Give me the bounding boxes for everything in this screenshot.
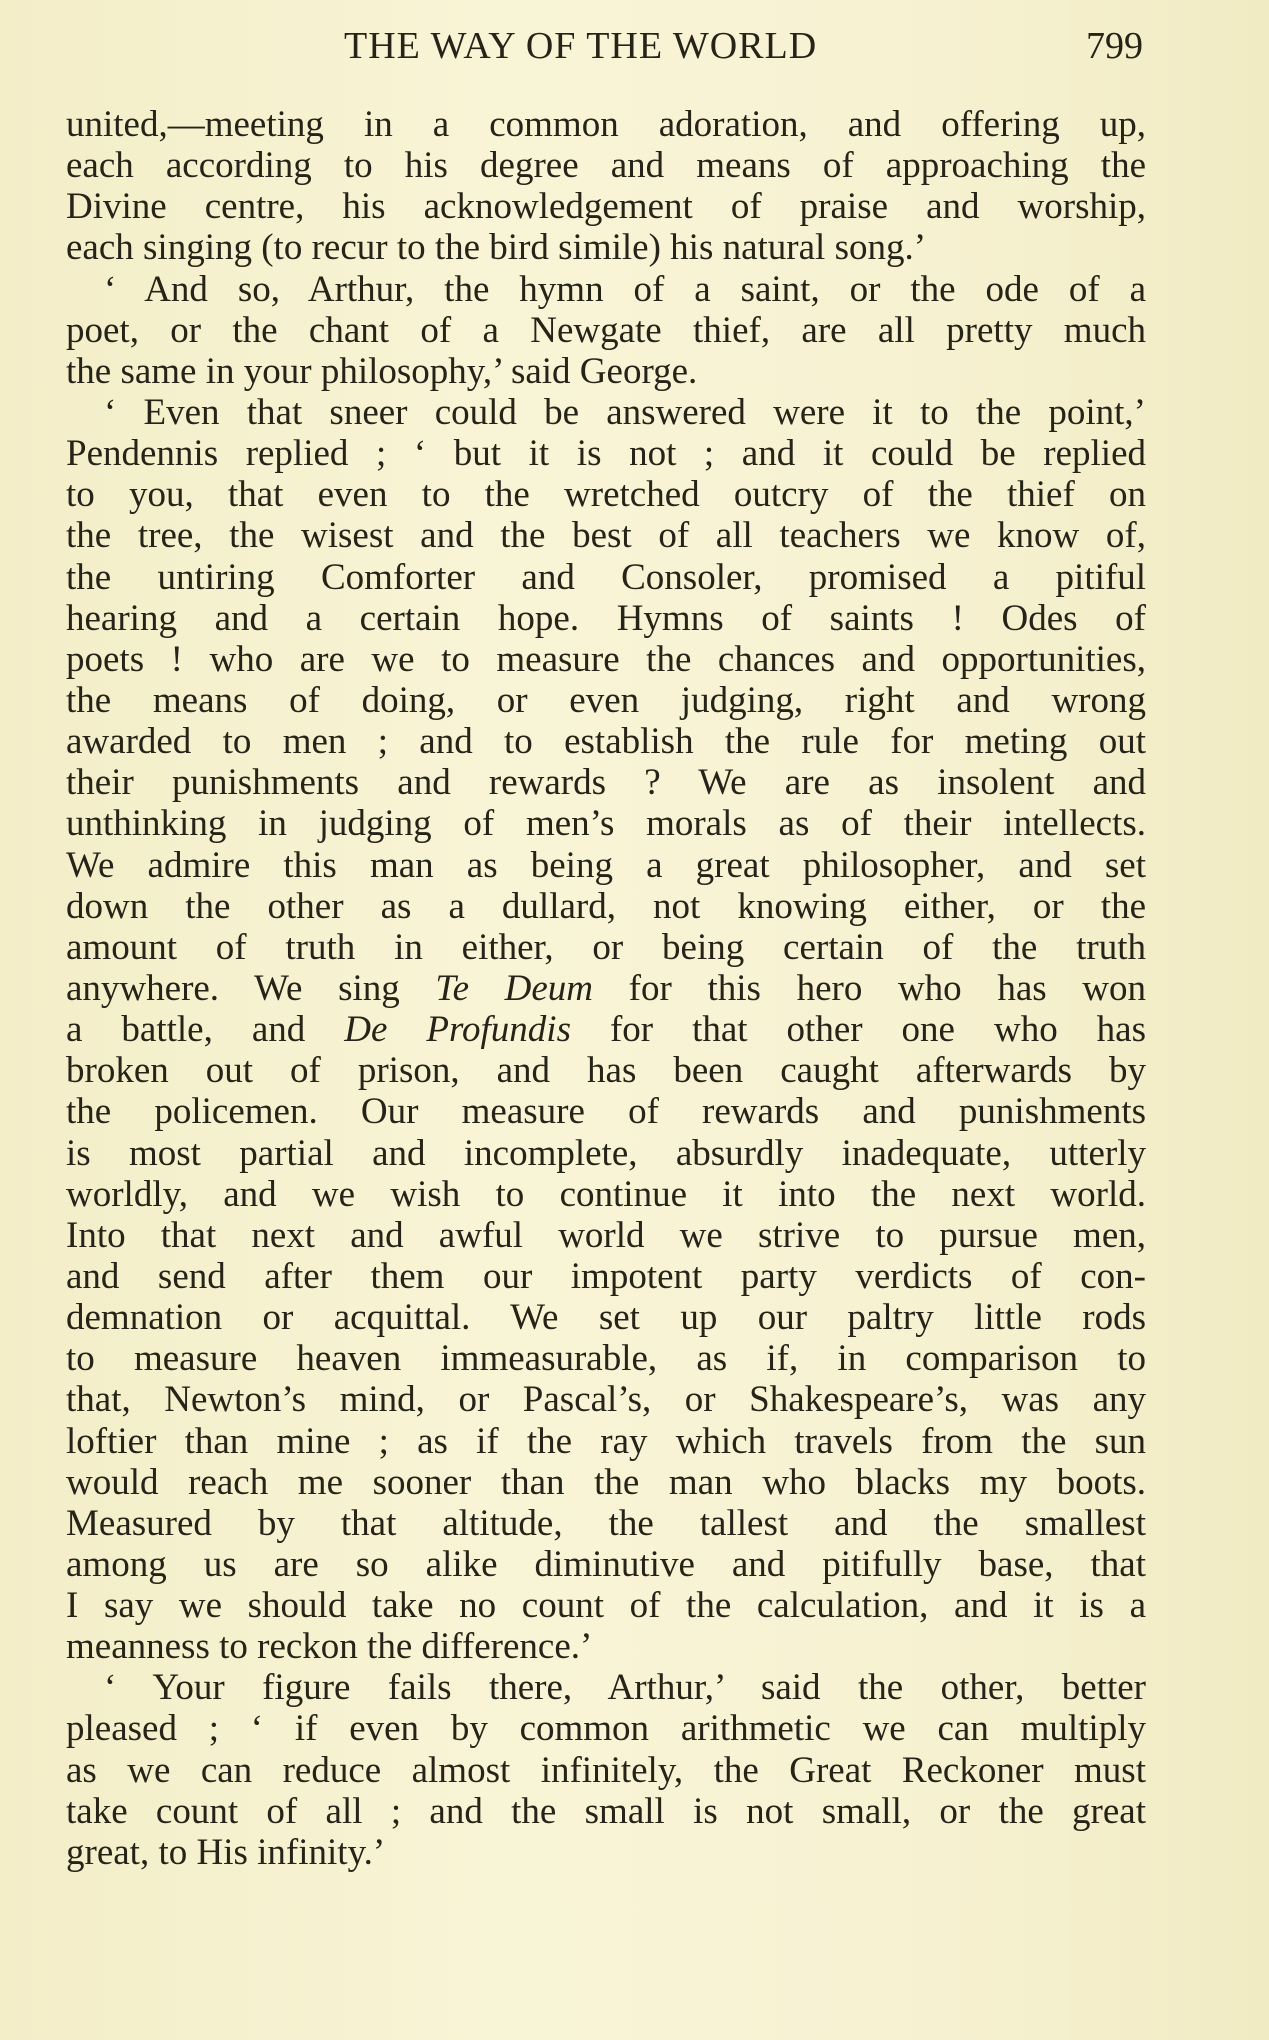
text-line: [66, 1544, 1146, 1585]
running-title: THE WAY OF THE WORLD: [344, 25, 818, 67]
text-line: [66, 1256, 1146, 1297]
line-text: the same in your philosophy,’ said George.: [66, 350, 698, 392]
line-text: their punishments and rewards ? We are as insolent and: [66, 762, 1146, 804]
line-text: hearing and a certain hope. Hymns of saints ! Odes of: [66, 597, 1146, 639]
line-text: and send after them our impotent party verdicts of con-: [66, 1255, 1146, 1297]
line-text: down the other as a dullard, not knowing either, or the: [66, 885, 1146, 927]
line-text: to measure heaven immeasurable, as if, in comparison to: [66, 1338, 1146, 1380]
italic-title: Te Deum: [435, 967, 594, 1009]
text-line: [66, 1091, 1146, 1132]
line-text: the untiring Comforter and Consoler, promised a pitiful: [66, 556, 1146, 598]
line-text: to you, that even to the wretched outcry of the thief on: [66, 474, 1146, 516]
line-text: broken out of prison, and has been caught afterwards by: [66, 1050, 1146, 1092]
text-line: [66, 1708, 1146, 1749]
line-text: Into that next and awful world we strive to pursue men,: [66, 1214, 1146, 1256]
text-line: [66, 968, 1146, 1009]
text-line: [66, 1750, 1146, 1791]
text-line: [66, 886, 1146, 927]
line-text: poets ! who are we to measure the chances and opportunities,: [66, 638, 1146, 680]
line-text: ‘ Your figure fails there, Arthur,’ said the other, better: [104, 1667, 1146, 1709]
text-line: [66, 557, 1146, 598]
text-line: [66, 1626, 1146, 1667]
text-line: [66, 433, 1146, 474]
line-text: We admire this man as being a great philosopher, and set: [66, 844, 1146, 886]
line-text: poet, or the chant of a Newgate thief, are all pretty much: [66, 309, 1146, 351]
text-line: [66, 639, 1146, 680]
line-text: united,—meeting in a common adoration, and offering up,: [66, 104, 1146, 145]
text-line: [66, 803, 1146, 844]
text-line: [66, 269, 1146, 310]
line-text-continued: for this hero who has won: [593, 967, 1147, 1009]
line-text: Divine centre, his acknowledgement of praise and worship,: [66, 186, 1146, 228]
line-text: as we can reduce almost infinitely, the Great Reckoner must: [66, 1749, 1146, 1791]
line-text-continued: for that other one who has: [570, 1009, 1146, 1051]
text-line: [66, 1667, 1146, 1708]
line-text: each singing (to recur to the bird simile) his natural song.’: [66, 227, 927, 269]
text-line: [66, 1585, 1146, 1626]
text-line: [66, 721, 1146, 762]
line-text: Measured by that altitude, the tallest and the smallest: [66, 1502, 1146, 1544]
line-text: meanness to reckon the difference.’: [66, 1626, 593, 1668]
body-text: [66, 104, 1146, 1873]
line-text: ‘ Even that sneer could be answered were it to the point,’: [104, 391, 1146, 433]
line-text: a battle, and: [66, 1009, 345, 1051]
line-text: Pendennis replied ; ‘ but it is not ; and it could be replied: [66, 433, 1146, 475]
text-line: [66, 1174, 1146, 1215]
text-line: [66, 1009, 1146, 1050]
text-line: [66, 1832, 1146, 1873]
text-line: [66, 1791, 1146, 1832]
line-text: take count of all ; and the small is not small, or the great: [66, 1790, 1146, 1832]
text-line: [66, 1297, 1146, 1338]
text-line: [66, 680, 1146, 721]
page-number: 799: [1086, 25, 1143, 67]
line-text: pleased ; ‘ if even by common arithmetic we can multiply: [66, 1708, 1146, 1750]
text-line: [66, 1462, 1146, 1503]
text-line: [66, 474, 1146, 515]
line-text: amount of truth in either, or being certain of the truth: [66, 926, 1146, 968]
line-text: unthinking in judging of men’s morals as of their intellects.: [66, 803, 1146, 845]
text-line: [66, 845, 1146, 886]
line-text: is most partial and incomplete, absurdly inadequate, utterly: [66, 1132, 1146, 1174]
line-text: anywhere. We sing: [66, 967, 436, 1009]
line-text: awarded to men ; and to establish the rule for meting out: [66, 721, 1146, 763]
text-line: [66, 392, 1146, 433]
text-line: [66, 310, 1146, 351]
line-text: the tree, the wisest and the best of all teachers we know of,: [66, 515, 1146, 557]
italic-title: De Profundis: [344, 1009, 571, 1051]
line-text: ‘ And so, Arthur, the hymn of a saint, or the ode of a: [104, 268, 1146, 310]
line-text: would reach me sooner than the man who blacks my boots.: [66, 1461, 1146, 1503]
text-line: [66, 227, 1146, 268]
text-line: [66, 927, 1146, 968]
text-line: [66, 104, 1146, 145]
line-text: great, to His infinity.’: [66, 1831, 386, 1873]
text-line: [66, 515, 1146, 556]
text-line: [66, 186, 1146, 227]
text-line: [66, 1133, 1146, 1174]
text-line: [66, 762, 1146, 803]
running-head: [0, 22, 1269, 72]
text-line: [66, 1215, 1146, 1256]
line-text: I say we should take no count of the calculation, and it is a: [66, 1585, 1146, 1627]
text-line: [66, 1503, 1146, 1544]
line-text: worldly, and we wish to continue it into the next world.: [66, 1173, 1146, 1215]
text-line: [66, 145, 1146, 186]
line-text: the policemen. Our measure of rewards and punishments: [66, 1091, 1146, 1133]
text-line: [66, 1379, 1146, 1420]
line-text: demnation or acquittal. We set up our paltry little rods: [66, 1297, 1146, 1339]
line-text: the means of doing, or even judging, right and wrong: [66, 679, 1146, 721]
line-text: each according to his degree and means of approaching the: [66, 145, 1146, 187]
text-line: [66, 1421, 1146, 1462]
line-text: among us are so alike diminutive and pitifully base, that: [66, 1543, 1146, 1585]
text-line: [66, 351, 1146, 392]
text-line: [66, 1050, 1146, 1091]
line-text: loftier than mine ; as if the ray which travels from the sun: [66, 1420, 1146, 1462]
text-line: [66, 598, 1146, 639]
text-line: [66, 1338, 1146, 1379]
line-text: that, Newton’s mind, or Pascal’s, or Shakespeare’s, was any: [66, 1379, 1146, 1421]
